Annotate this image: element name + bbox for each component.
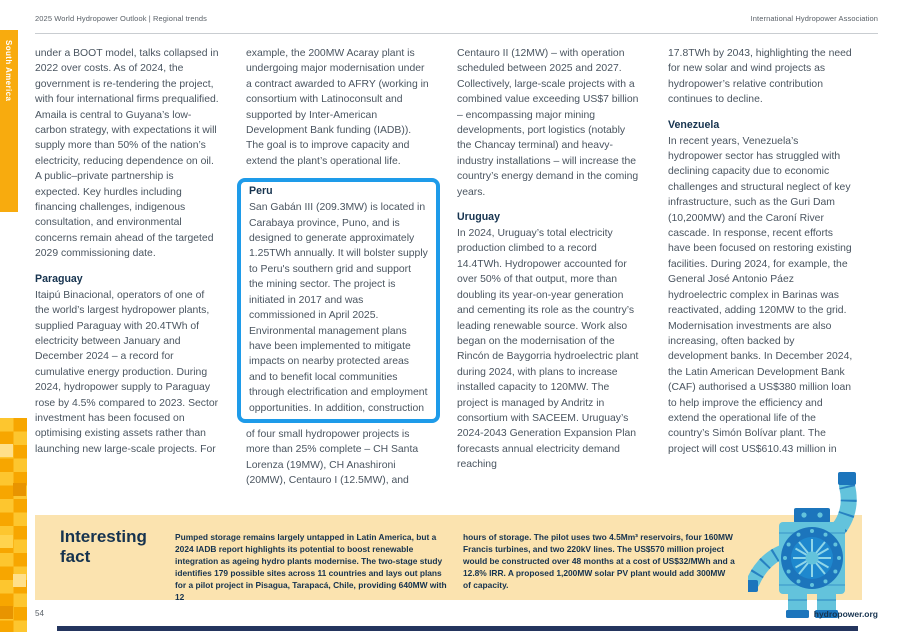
interesting-fact-title: Interesting fact xyxy=(60,527,147,566)
website-link[interactable]: hydropower.org xyxy=(813,609,878,619)
uruguay-continued-paragraph: 17.8TWh by 2043, highlighting the need for new solar and wind projects as hydropower’s relative contribution continues to decline. xyxy=(668,48,852,106)
region-tab-label: South America xyxy=(4,40,13,102)
peru-paragraph: San Gabán III (209.3MW) is located in Carabaya province, Puno, and is designed to generate approximately 1.25TWh annually. It will bolster supply to Peru's southern grid and support the mining sector. The project is initiated in 2017 and was commissioned in April 2025. Environmental management plans have been implemented to mitigate impacts on nearby protected areas and to benefit local communities through electrification and employment opportunities. In addition, construction xyxy=(249,202,428,414)
interesting-fact-text-right: hours of storage. The pilot uses two 4.5Mm³ reservoirs, four 160MW Francis turbines, and two 220kV lines. The US$570 million project would be constructed over 48 months at a cost of US$32/MWh and a 12.8% IRR. A proposed 1,200MW solar PV plant would add 300MW of capacity. xyxy=(463,532,735,590)
checker-square xyxy=(13,574,26,587)
header-divider xyxy=(35,33,878,34)
header-left-title: 2025 World Hydropower Outlook | Regional trends xyxy=(35,14,208,23)
checker-square xyxy=(0,535,13,548)
peru-continued-paragraph: of four small hydropower projects is more than 25% complete – CH Santa Lorenza (19MW), CH Anashironi (20MW), Centauro I (12.5MW), and xyxy=(246,428,419,487)
header-right-org: International Hydropower Association xyxy=(750,14,878,23)
venezuela-paragraph: In recent years, Venezuela’s hydropower sector has struggled with declining capacity due to economic challenges and structural neglect of key infrastructure, such as the Guri Dam (10,200MW) and the Caroní River cascade. In response, recent efforts have been focused on restoring existing facilities. During 2024, for example, the General José Antonio Páez hydroelectric complex in Barinas was reactivated, adding 120MW to the grid. Modernisation investments are also increasing, often backed by development banks. In December 2024, the Latin American Development Bank (CAF) authorised a US$380 million loan to help improve the efficiency and extend the operational life of the country’s Simón Bolívar plant. The project will cost US$610.43 million in xyxy=(668,135,853,455)
page-number: 54 xyxy=(35,609,44,618)
article-columns xyxy=(35,46,857,489)
checker-square xyxy=(0,606,13,619)
checker-square xyxy=(13,483,26,496)
heading-peru: Peru xyxy=(249,185,273,198)
robot-hand xyxy=(838,472,856,485)
interesting-fact-panel xyxy=(35,515,862,600)
guyana-paragraph: under a BOOT model, talks collapsed in 2022 over costs. As of 2024, the government is re-tendering the project, with four international firms prequalified. Amaila is central to Guyana’s low-carbon strategy, with expectations it will supply more than 50% of the nation’s electricity, reducing dependence on oil. A public–private partnership is expected. Key hurdles including financing challenges, indigenous consultation, and environmental concerns remain ahead of the targeted 2029 commissioning date. xyxy=(35,48,219,260)
paraguay-continued-paragraph: example, the 200MW Acaray plant is undergoing major modernisation under a contract awarded to AFRY (working in consortium with Latinoconsult and supported by Inter-American Development Bank funding (IADB)). The goal is to improve capacity and extend the plant’s operational life. xyxy=(246,48,429,167)
heading-venezuela: Venezuela xyxy=(668,118,720,131)
paraguay-paragraph: Itaipú Binacional, operators of one of the world’s largest hydropower plants, supplied Paraguay with 20.4TWh of electricity between January and December 2024 – a record for cumulative energy production. During 2024, hydropower supply to Paraguay rose by 4.5% compared to 2023. Sector investment has been focused on optimising existing assets rather than launching new large-scale projects. For xyxy=(35,289,219,455)
checker-square xyxy=(0,444,13,457)
turbine-face xyxy=(781,527,843,589)
uruguay-paragraph: In 2024, Uruguay’s total electricity production climbed to a record 14.4TWh. Hydropower accounted for over 50% of that output, more than doubling its year-on-year generation and cementing its role as the country’s leading renewable source. Work also began on the modernisation of the Rincón de Baygorria hydroelectric plant during 2024, with plans to increase installed capacity to 120MW. The project is managed by Andritz in consortium with SACEEM. Uruguay’s 2024-2043 Generation Expansion Plan forecasts annual electricity demand reaching xyxy=(457,228,639,471)
hydropower-robot-illustration xyxy=(748,472,874,618)
column-3 xyxy=(457,46,642,489)
region-tab-south-america xyxy=(0,30,18,212)
bottom-navy-bar xyxy=(57,626,858,631)
column-4 xyxy=(668,46,853,489)
checker-pattern-decoration xyxy=(0,418,27,632)
heading-uruguay: Uruguay xyxy=(457,211,500,224)
heading-paraguay: Paraguay xyxy=(35,272,83,285)
peru-highlight-box xyxy=(237,178,440,423)
column-1 xyxy=(35,46,220,489)
interesting-fact-text-left: Pumped storage remains largely untapped in Latin America, but a 2024 IADB report highlights its potential to boost renewable integration as ageing hydro plants modernise. The two-stage study identifies 179 possible sites across 11 countries and lays out plans for a pilot project in Pisagua, Tarapacá, Chile, providing 640MW with 12 xyxy=(175,532,447,602)
page-header xyxy=(35,14,878,23)
peru-projects-paragraph: Centauro II (12MW) – with operation scheduled between 2025 and 2027. Collectively, large-scale projects with a combined value exceeding US$7 billion – encompassing major mining developments, port logistics (notably the Chancay terminal) and heavy-industry installations – will increase the country’s energy demand in the coming years. xyxy=(457,48,639,198)
column-2 xyxy=(246,46,431,489)
